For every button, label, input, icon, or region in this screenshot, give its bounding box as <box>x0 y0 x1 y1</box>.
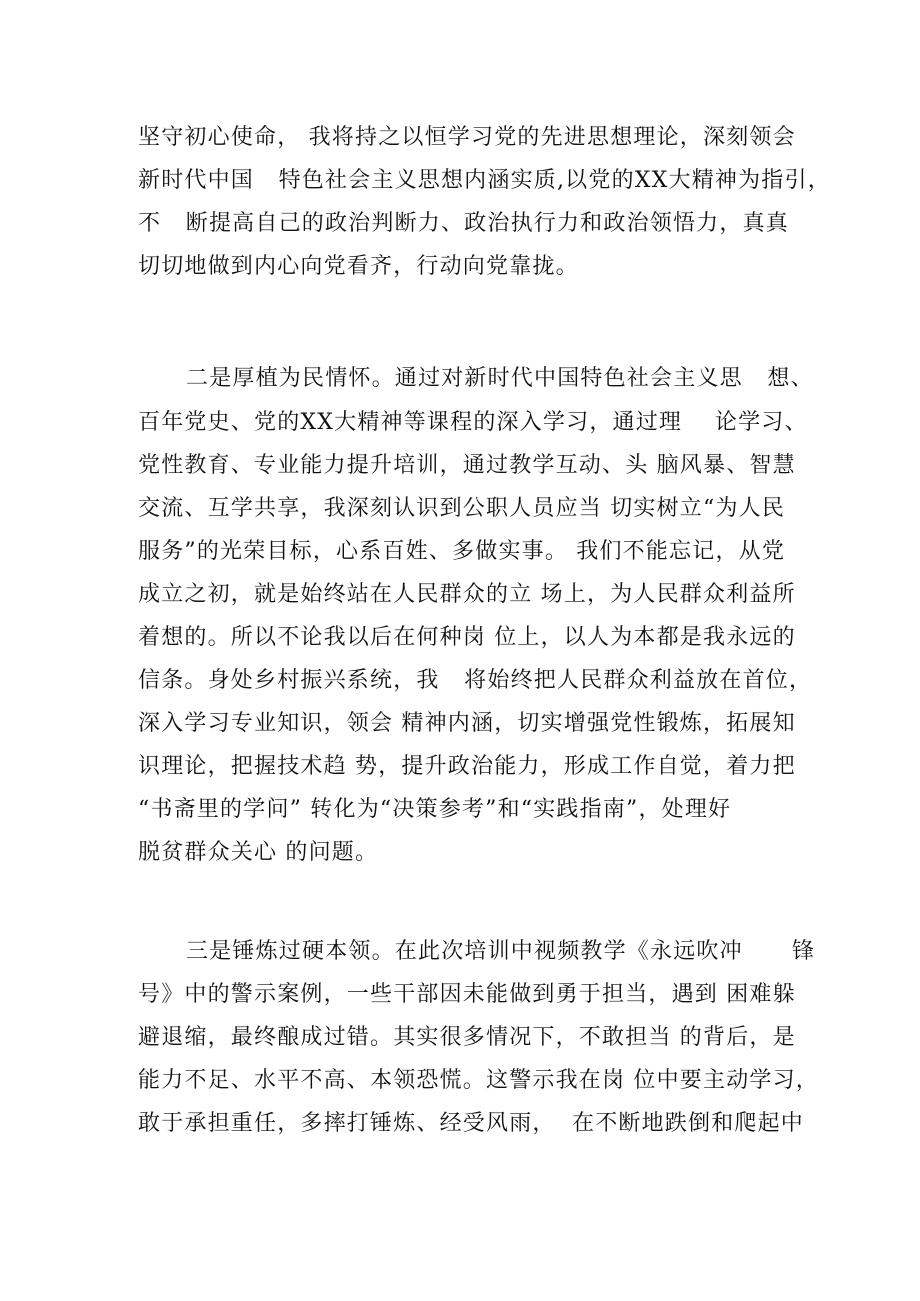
paragraph-1-line-1: 坚守初心使命， 我将持之以恒学习党的先进思想理论，深刻领会 <box>138 125 796 150</box>
paragraph-1-line-3: 不 断提高自己的政治判断力、政治执行力和政治领悟力，真真 <box>138 211 789 236</box>
paragraph-2-line-3: 党性教育、专业能力提升培训，通过教学互动、头 脑风暴、智慧 <box>138 453 796 478</box>
paragraph-2-line-6: 成立之初，就是始终站在人民群众的立 场上，为人民群众利益所 <box>138 582 796 607</box>
paragraph-3-line-4: 能力不足、水平不高、本领恐慌。这警示我在岗 位中要主动学习， <box>138 1068 819 1093</box>
paragraph-2-line-4: 交流、互学共享，我深刻认识到公职人员应当 切实树立“为人民 <box>138 496 786 521</box>
paragraph-2-line-11: “书斋里的学问” 转化为“决策参考”和“实践指南”，处理好 <box>138 797 732 822</box>
paragraph-2-line-8: 信条。身处乡村振兴系统，我 将始终把人民群众利益放在首位， <box>138 668 813 693</box>
paragraph-2-line-7: 着想的。所以不论我以后在何种岗 位上，以人为本都是我永远的 <box>138 625 796 650</box>
paragraph-2-line-2: 百年党史、党的XX大精神等课程的深入学习，通过理 论学习、 <box>138 410 808 435</box>
paragraph-2-line-1: 二是厚植为民情怀。通过对新时代中国特色社会主义思 想、 <box>186 366 814 391</box>
paragraph-3-line-3: 避退缩，最终酿成过错。其实很多情况下，不敢担当 的背后，是 <box>138 1025 796 1050</box>
paragraph-2-line-9: 深入学习专业知识，领会 精神内涵，切实增强党性锻炼，拓展知 <box>138 711 796 736</box>
paragraph-3-line-1: 三是锤炼过硬本领。在此次培训中视频教学《永远吹冲 锋 <box>186 939 816 964</box>
paragraph-3-line-2: 号》中的警示案例，一些干部因未能做到勇于担当，遇到 困难躲 <box>138 982 796 1007</box>
paragraph-3-line-5: 敢于承担重任，多摔打锤炼、经受风雨， 在不断地跌倒和爬起中 <box>138 1111 804 1136</box>
paragraph-1-line-2: 新时代中国 特色社会主义思想内涵实质,以党的XX大精神为指引， <box>138 168 831 193</box>
paragraph-2-line-10: 识理论，把握技术趋 势，提升政治能力，形成工作自觉，着力把 <box>138 754 796 779</box>
paragraph-1-line-4: 切切地做到内心向党看齐，行动向党靠拢。 <box>138 254 579 279</box>
paragraph-2-line-5: 服务”的光荣目标，心系百姓、多做实事。 我们不能忘记，从党 <box>138 539 786 564</box>
paragraph-2-line-12: 脱贫群众关心 的问题。 <box>138 840 379 865</box>
